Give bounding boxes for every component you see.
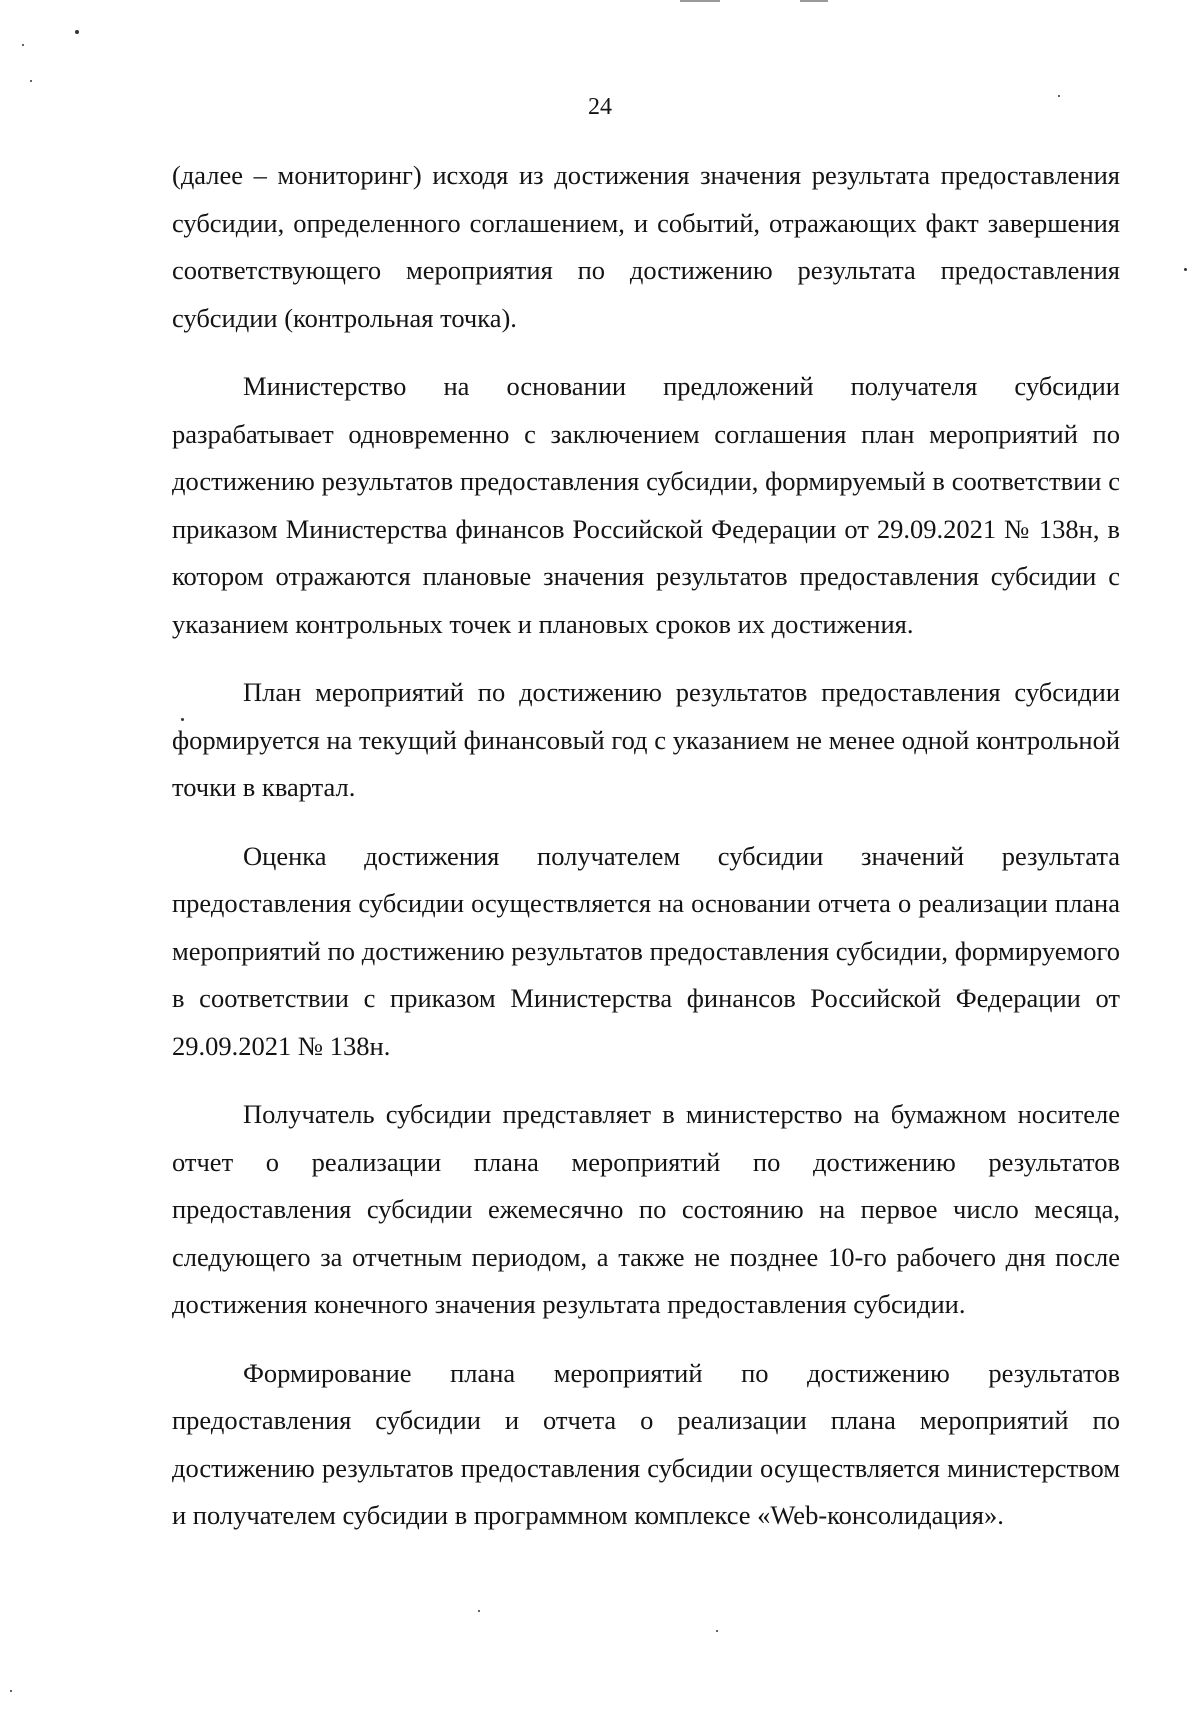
- scan-edge-mark: [800, 0, 828, 2]
- paragraph-web-consolidation: Формирование плана мероприятий по достижению результатов предоставления субсидии и отчета о реализации плана мероприятий по достижению результатов предоставления субсидии осуществляется министерством и получателем субсидии в программном комплексе «Web-консолидация».: [172, 1357, 1120, 1530]
- scan-edge-mark: [680, 0, 720, 2]
- scan-speck: [10, 1690, 12, 1692]
- scan-speck: [22, 44, 24, 46]
- scan-speck: [30, 80, 32, 82]
- document-body: [172, 152, 1120, 1540]
- scan-speck: [75, 30, 79, 34]
- paragraph-monitoring-continuation: (далее – мониторинг) исходя из достижения значения результата предоставления субсидии, определенного соглашением, и событий, отражающих факт завершения соответствующего мероприятия по достижению результата предоставления субсидии (контрольная точка).: [172, 160, 1120, 333]
- paragraph-plan-scope: План мероприятий по достижению результатов предоставления субсидии формируется на текущий финансовый год с указанием не менее одной контрольной точки в квартал.: [172, 677, 1120, 802]
- scan-speck: [1184, 268, 1187, 271]
- page-number: 24: [588, 94, 612, 120]
- paragraph-ministry-plan: Министерство на основании предложений получателя субсидии разрабатывает одновременно с заключением соглашения план мероприятий по достижению результатов предоставления субсидии, формируемый в соответствии с приказом Министерства финансов Российской Федерации от 29.09.2021 № 138н, в котором отражаются плановые значения результатов предоставления субсидии с указанием контрольных точек и плановых сроков их достижения.: [172, 371, 1120, 639]
- scan-speck: [716, 1630, 718, 1632]
- paragraph-report-submission: Получатель субсидии представляет в министерство на бумажном носителе отчет о реализации плана мероприятий по достижению результатов предоставления субсидии ежемесячно по состоянию на первое число месяца, следующего за отчетным периодом, а также не позднее 10-го рабочего дня после достижения конечного значения результата предоставления субсидии.: [172, 1099, 1120, 1319]
- paragraph-assessment: Оценка достижения получателем субсидии значений результата предоставления субсидии осуществляется на основании отчета о реализации плана мероприятий по достижению результатов предоставления субсидии, формируемого в соответствии с приказом Министерства финансов Российской Федерации от 29.09.2021 № 138н.: [172, 840, 1120, 1061]
- scan-speck: [478, 1610, 480, 1612]
